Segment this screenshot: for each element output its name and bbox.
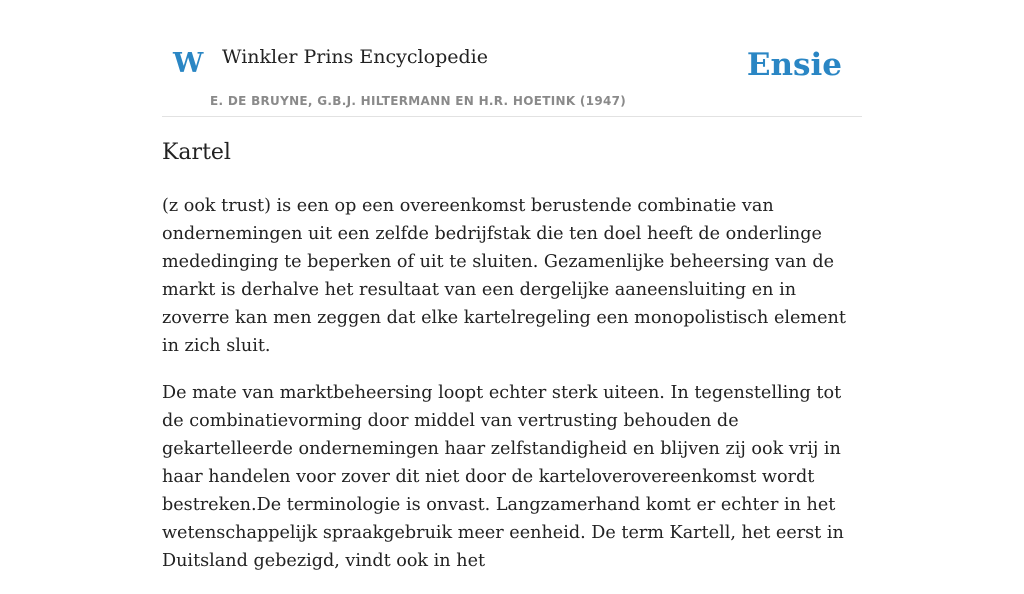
book-authors: E. DE BRUYNE, G.B.J. HILTERMANN EN H.R. HOETINK (1947) bbox=[210, 94, 627, 108]
site-header bbox=[162, 0, 862, 117]
article-title: Kartel bbox=[162, 140, 231, 165]
ensie-logo-link[interactable]: Ensie bbox=[746, 47, 842, 83]
winkler-prins-logo[interactable]: W bbox=[173, 48, 204, 79]
article-body bbox=[162, 192, 862, 594]
article-paragraph: (z ook trust) is een op een overeenkomst berustende combinatie van ondernemingen uit een zelfde bedrijfstak die ten doel heeft de onderlinge mededinging te beperken of uit te sluiten. Gezamenlijke beheersing van de markt is derhalve het resultaat van een dergelijke aaneensluiting en in zoverre kan men zeggen dat elke kartelregeling een monopolistisch element in zich sluit. bbox=[162, 196, 846, 356]
book-title[interactable]: Winkler Prins Encyclopedie bbox=[222, 46, 488, 68]
article-paragraph: De mate van marktbeheersing loopt echter sterk uiteen. In tegenstelling tot de combinatievorming door middel van vertrusting behouden de gekartelleerde ondernemingen haar zelfstandigheid en blijven zij ook vrij in haar handelen voor zover dit niet door de karteloverovereenkomst wordt bestreken.De terminologie is onvast. Langzamerhand komt er echter in het wetenschappelijk spraakgebruik meer eenheid. De term Kartell, het eerst in Duitsland gebezigd, vindt ook in het bbox=[162, 383, 844, 571]
